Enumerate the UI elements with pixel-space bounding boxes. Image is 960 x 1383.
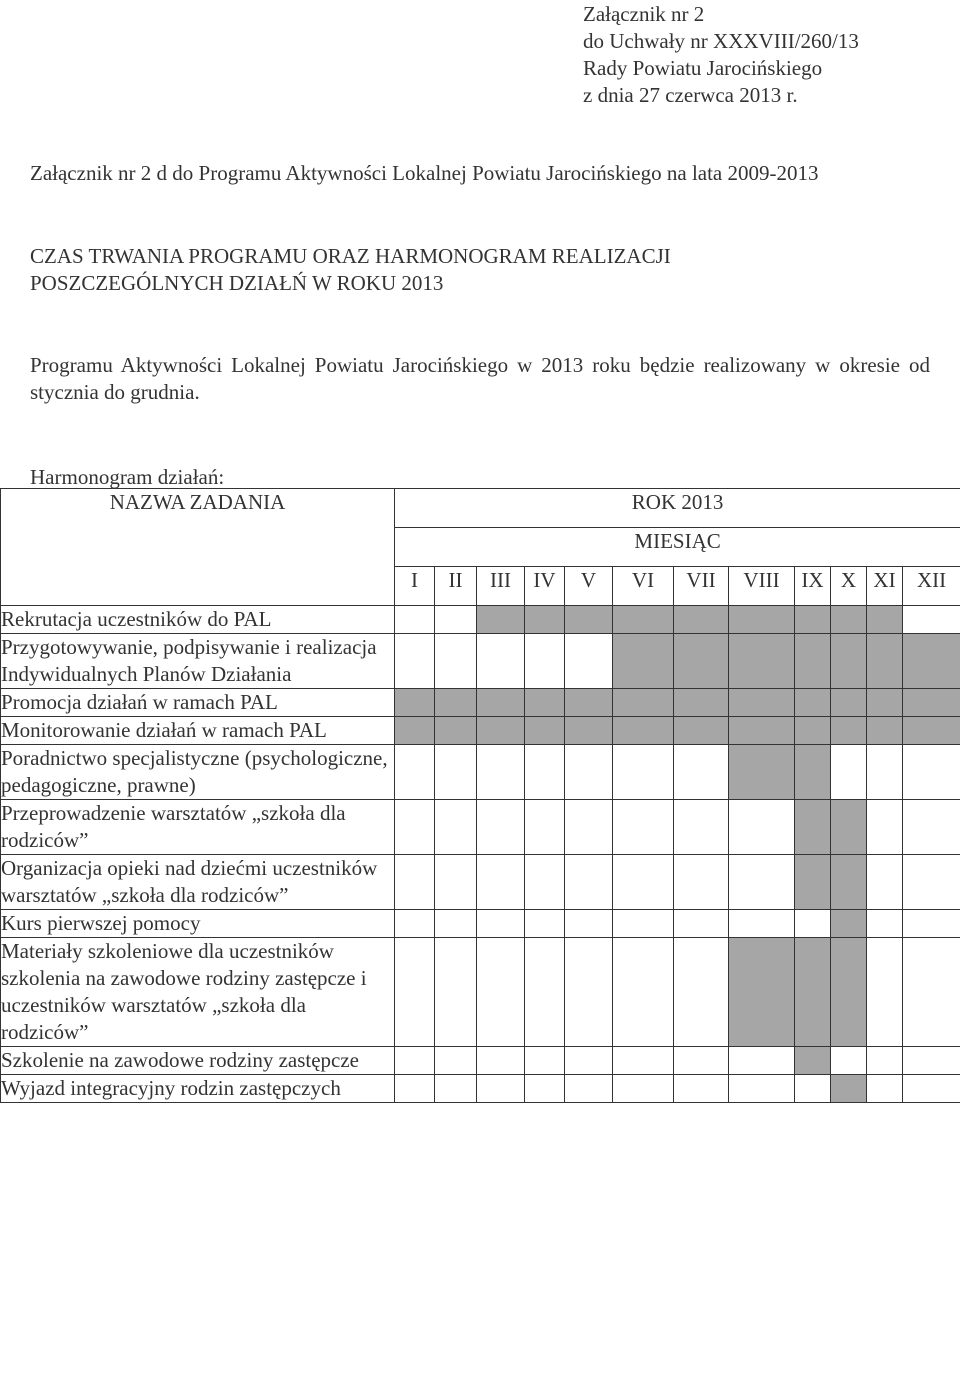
table-row (1, 855, 960, 910)
month-cell (674, 938, 729, 1047)
month-header: IX (795, 567, 831, 606)
month-cell-active (831, 800, 867, 855)
month-cell (903, 745, 960, 800)
month-cell (435, 910, 477, 938)
month-cell (867, 800, 903, 855)
month-cell (565, 938, 613, 1047)
month-cell (674, 910, 729, 938)
heading-line: POSZCZEGÓLNYCH DZIAŁŃ W ROKU 2013 (30, 271, 444, 295)
table-row (1, 910, 960, 938)
task-name: Poradnictwo specjalistyczne (psychologiczne, pedagogiczne, prawne) (1, 745, 395, 800)
month-cell (477, 910, 525, 938)
month-cell-active (831, 938, 867, 1047)
month-cell-active (795, 634, 831, 689)
month-cell (674, 800, 729, 855)
month-cell (795, 910, 831, 938)
month-cell-active (613, 634, 674, 689)
month-cell (867, 938, 903, 1047)
month-cell (831, 1047, 867, 1075)
table-row (1, 800, 960, 855)
month-cell (525, 634, 565, 689)
month-cell (613, 910, 674, 938)
month-header: II (435, 567, 477, 606)
task-name: Kurs pierwszej pomocy (1, 910, 395, 938)
heading-line: CZAS TRWANIA PROGRAMU ORAZ HARMONOGRAM REALIZACJI (30, 244, 671, 268)
month-cell (395, 1075, 435, 1103)
month-cell (525, 745, 565, 800)
month-cell (395, 606, 435, 634)
task-name: Rekrutacja uczestników do PAL (1, 606, 395, 634)
annex-line: Rady Powiatu Jarocińskiego (583, 56, 823, 80)
month-cell (477, 938, 525, 1047)
month-cell (903, 938, 960, 1047)
month-cell (613, 1075, 674, 1103)
table-row (1, 745, 960, 800)
month-header: III (477, 567, 525, 606)
month-cell (613, 855, 674, 910)
month-cell (435, 606, 477, 634)
month-cell (903, 1047, 960, 1075)
month-cell (435, 800, 477, 855)
month-header: V (565, 567, 613, 606)
table-row (1, 1047, 960, 1075)
month-cell (395, 1047, 435, 1075)
month-cell-active (477, 606, 525, 634)
month-cell-active (729, 938, 795, 1047)
month-cell-active (613, 717, 674, 745)
month-cell (525, 938, 565, 1047)
month-cell-active (795, 689, 831, 717)
month-cell (729, 1047, 795, 1075)
month-cell (477, 855, 525, 910)
month-cell (395, 634, 435, 689)
month-cell-active (831, 634, 867, 689)
task-name: Materiały szkoleniowe dla uczestników szkolenia na zawodowe rodziny zastępcze i uczestników warsztatów „szkoła dla rodziców” (1, 938, 395, 1047)
intro-paragraph: Programu Aktywności Lokalnej Powiatu Jarocińskiego w 2013 roku będzie realizowany w okresie od stycznia do grudnia. (30, 353, 930, 404)
month-cell (477, 1047, 525, 1075)
table-row (1, 717, 960, 745)
month-cell (525, 855, 565, 910)
month-header: VI (613, 567, 674, 606)
month-cell (867, 745, 903, 800)
month-cell-active (831, 717, 867, 745)
task-column-header: NAZWA ZADANIA (1, 489, 395, 606)
table-row (1, 606, 960, 634)
month-cell (729, 855, 795, 910)
month-cell-active (867, 717, 903, 745)
month-cell (613, 745, 674, 800)
month-cell (395, 855, 435, 910)
month-cell (477, 745, 525, 800)
month-cell (565, 910, 613, 938)
month-cell (477, 800, 525, 855)
table-row (1, 1075, 960, 1103)
month-cell-active (395, 717, 435, 745)
month-cell-active (729, 606, 795, 634)
month-cell-active (867, 689, 903, 717)
month-cell-active (729, 745, 795, 800)
month-cell (903, 910, 960, 938)
month-cell (525, 1047, 565, 1075)
task-name: Przygotowywanie, podpisywanie i realizacja Indywidualnych Planów Działania (1, 634, 395, 689)
month-cell-active (477, 717, 525, 745)
month-cell-active (565, 689, 613, 717)
month-cell (477, 634, 525, 689)
month-cell-active (729, 634, 795, 689)
month-header: XII (903, 567, 960, 606)
month-cell-active (831, 689, 867, 717)
month-cell (903, 606, 960, 634)
month-cell-active (867, 606, 903, 634)
month-cell-active (674, 717, 729, 745)
month-cell-active (613, 606, 674, 634)
month-cell (395, 938, 435, 1047)
month-cell-active (903, 689, 960, 717)
annex-line: Załącznik nr 2 (583, 2, 705, 26)
month-cell (903, 1075, 960, 1103)
month-cell (831, 745, 867, 800)
month-cell-active (903, 717, 960, 745)
month-cell (395, 910, 435, 938)
month-cell (565, 1075, 613, 1103)
task-name: Organizacja opieki nad dziećmi uczestników warsztatów „szkoła dla rodziców” (1, 855, 395, 910)
month-cell (867, 910, 903, 938)
annex-header (583, 1, 859, 109)
task-name: Monitorowanie działań w ramach PAL (1, 717, 395, 745)
month-cell-active (795, 606, 831, 634)
schedule-label: Harmonogram działań: (30, 465, 225, 489)
month-cell-active (525, 606, 565, 634)
month-cell-active (525, 689, 565, 717)
task-name: Promocja działań w ramach PAL (1, 689, 395, 717)
month-header: VIII (729, 567, 795, 606)
annex-line: do Uchwały nr XXXVIII/260/13 (583, 29, 859, 53)
month-cell-active (795, 717, 831, 745)
month-cell (674, 1075, 729, 1103)
month-cell-active (831, 606, 867, 634)
month-cell-active (565, 606, 613, 634)
month-cell (674, 1047, 729, 1075)
month-cell-active (831, 855, 867, 910)
month-header: XI (867, 567, 903, 606)
month-cell (867, 1075, 903, 1103)
month-cell-active (795, 745, 831, 800)
month-cell-active (674, 606, 729, 634)
month-cell (525, 800, 565, 855)
month-cell (565, 634, 613, 689)
month-cell-active (795, 800, 831, 855)
month-cell-active (795, 938, 831, 1047)
month-cell (903, 800, 960, 855)
month-cell-active (795, 855, 831, 910)
year-header: ROK 2013 (395, 489, 960, 528)
month-cell-active (613, 689, 674, 717)
table-row (1, 938, 960, 1047)
month-cell (565, 855, 613, 910)
schedule-table (0, 488, 960, 1103)
schedule-rows (1, 606, 960, 1103)
month-cell (867, 855, 903, 910)
month-cell (525, 910, 565, 938)
month-cell-active (729, 689, 795, 717)
month-cell-active (525, 717, 565, 745)
month-cell-active (395, 689, 435, 717)
month-cell-active (831, 910, 867, 938)
annex-line: z dnia 27 czerwca 2013 r. (583, 83, 798, 107)
month-cell (435, 1075, 477, 1103)
month-cell-active (831, 1075, 867, 1103)
month-cell (435, 634, 477, 689)
table-row (1, 689, 960, 717)
month-cell-active (729, 717, 795, 745)
task-name: Wyjazd integracyjny rodzin zastępczych (1, 1075, 395, 1103)
month-cell-active (435, 689, 477, 717)
task-name: Przeprowadzenie warsztatów „szkoła dla rodziców” (1, 800, 395, 855)
document-heading (30, 243, 671, 297)
month-cell (435, 855, 477, 910)
month-cell (867, 1047, 903, 1075)
document-subtitle: Załącznik nr 2 d do Programu Aktywności Lokalnej Powiatu Jarocińskiego na lata 2009-2013 (30, 161, 819, 185)
month-cell (674, 745, 729, 800)
month-cell (565, 1047, 613, 1075)
month-cell (613, 1047, 674, 1075)
month-cell (435, 745, 477, 800)
month-cell (565, 800, 613, 855)
month-cell-active (477, 689, 525, 717)
month-cell (903, 855, 960, 910)
month-cell (613, 938, 674, 1047)
month-cell (729, 1075, 795, 1103)
month-cell (795, 1075, 831, 1103)
month-cell (729, 910, 795, 938)
month-cell-active (674, 689, 729, 717)
month-cell (395, 745, 435, 800)
month-cell (435, 1047, 477, 1075)
month-cell-active (795, 1047, 831, 1075)
table-row (1, 634, 960, 689)
month-cell-active (903, 634, 960, 689)
task-name: Szkolenie na zawodowe rodziny zastępcze (1, 1047, 395, 1075)
month-cell-active (867, 634, 903, 689)
month-cell (613, 800, 674, 855)
month-cell (729, 800, 795, 855)
month-header: I (395, 567, 435, 606)
month-cell (565, 745, 613, 800)
month-cell (525, 1075, 565, 1103)
month-cell (435, 938, 477, 1047)
month-cell (477, 1075, 525, 1103)
month-header: VII (674, 567, 729, 606)
month-cell (674, 855, 729, 910)
month-cell-active (435, 717, 477, 745)
month-cell (395, 800, 435, 855)
month-cell-active (674, 634, 729, 689)
month-header: X (831, 567, 867, 606)
month-header: IV (525, 567, 565, 606)
month-cell-active (565, 717, 613, 745)
month-group-header: MIESIĄC (395, 528, 960, 567)
